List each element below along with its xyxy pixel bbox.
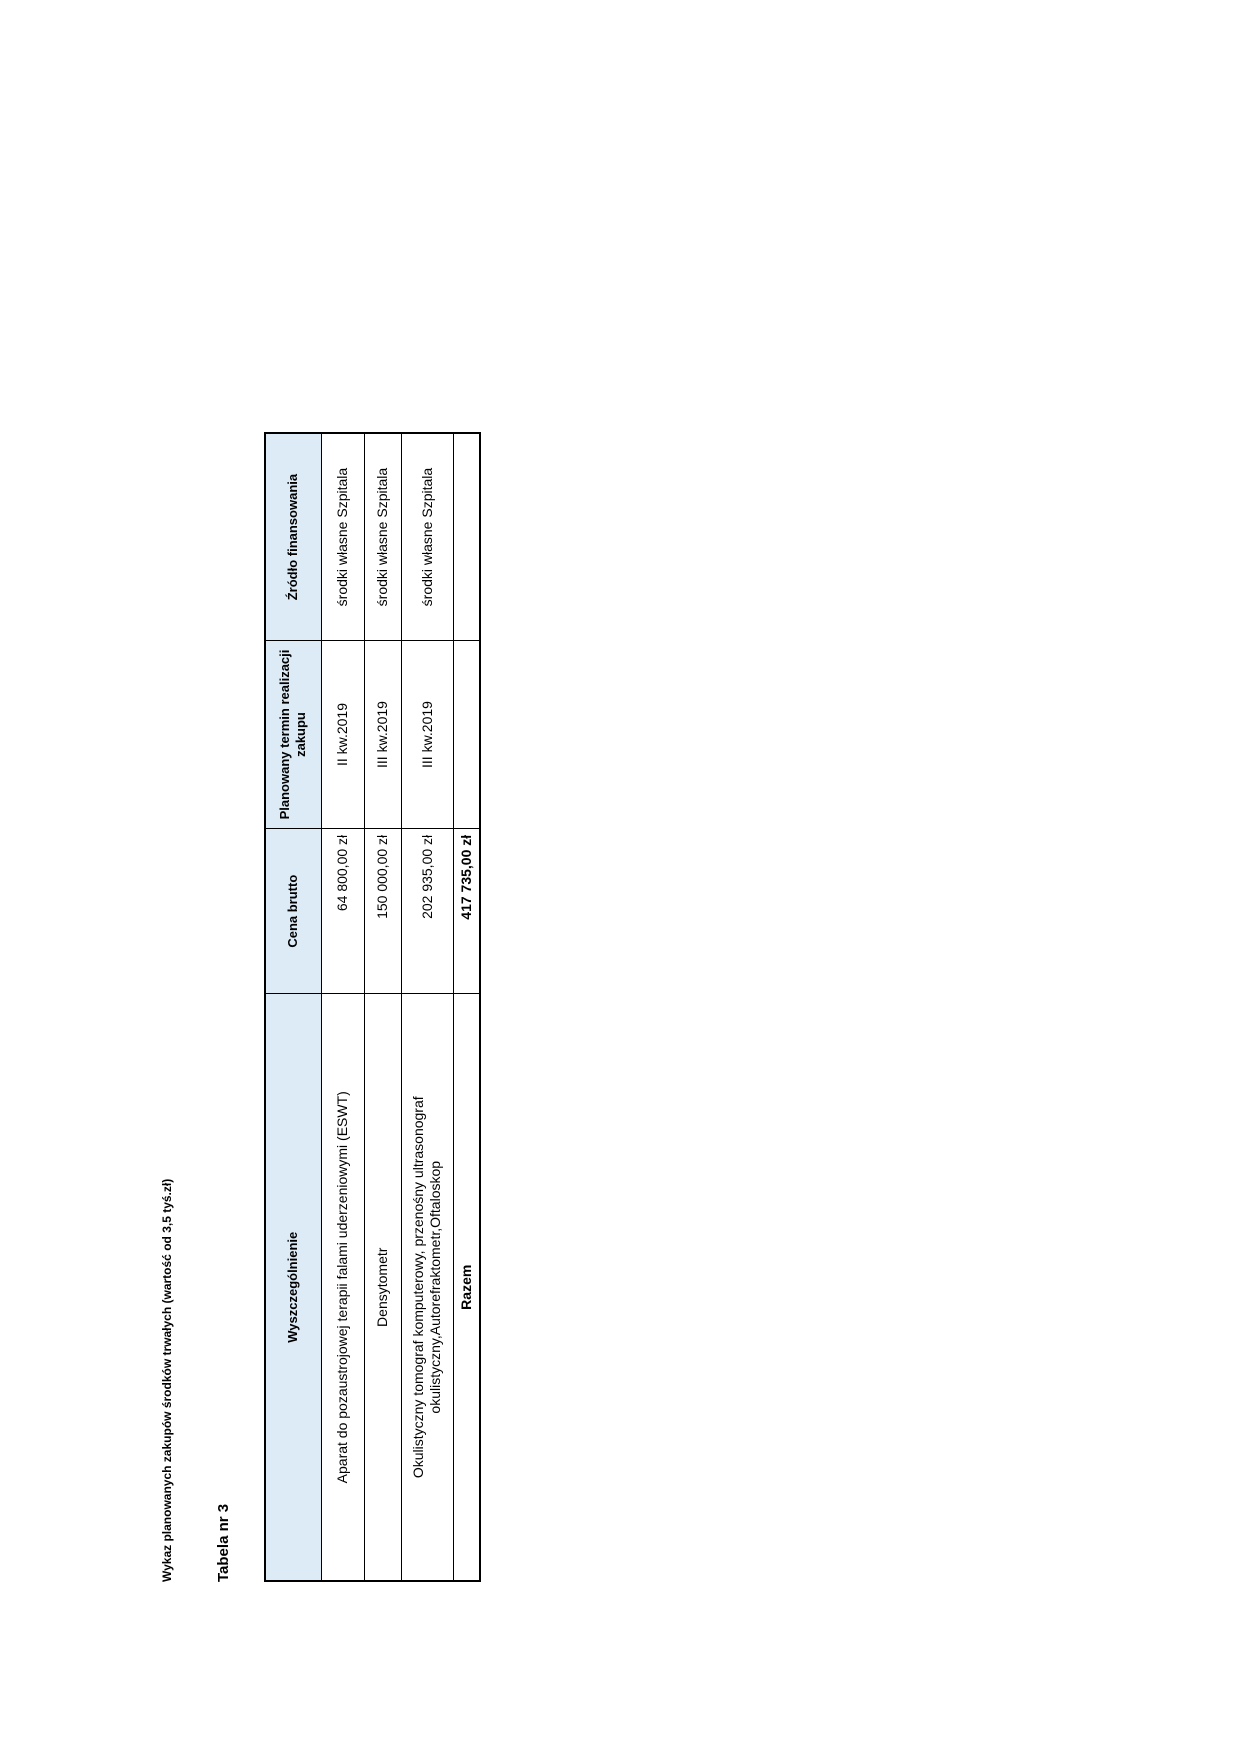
rotated-page-content	[160, 182, 650, 1582]
header-item: Wyszczególnienie	[265, 994, 321, 1581]
price-cell: 150 000,00 zł	[364, 828, 401, 994]
table-row	[321, 433, 364, 1581]
empty-cell	[453, 433, 480, 641]
table-row	[401, 433, 453, 1581]
header-term: Planowany termin realizacji zakupu	[265, 641, 321, 829]
item-cell: Aparat do pozaustrojowej terapii falami uderzeniowymi (ESWT)	[321, 994, 364, 1581]
term-cell: II kw.2019	[321, 641, 364, 829]
item-cell: Densytometr	[364, 994, 401, 1581]
term-cell: III kw.2019	[401, 641, 453, 829]
empty-cell	[453, 641, 480, 829]
header-source: Źródło finansowania	[265, 433, 321, 641]
item-cell: Okulistyczny tomograf komputerowy, przenośny ultrasonograf okulistyczny,Autorefraktometr,Oftaloskop	[401, 994, 453, 1581]
term-cell: III kw.2019	[364, 641, 401, 829]
table-header-row	[265, 433, 321, 1581]
document-title: Wykaz planowanych zakupów środków trwałych (wartość od 3,5 tyś.zł)	[160, 1178, 174, 1582]
price-cell: 202 935,00 zł	[401, 828, 453, 994]
total-price-cell: 417 735,00 zł	[453, 828, 480, 994]
purchases-table	[264, 432, 481, 1582]
table-label: Tabela nr 3	[215, 1503, 232, 1582]
total-label-cell: Razem	[453, 994, 480, 1581]
total-row	[453, 433, 480, 1581]
source-cell: środki własne Szpitala	[321, 433, 364, 641]
price-cell: 64 800,00 zł	[321, 828, 364, 994]
source-cell: środki własne Szpitala	[364, 433, 401, 641]
header-price: Cena brutto	[265, 828, 321, 994]
source-cell: środki własne Szpitala	[401, 433, 453, 641]
table-row	[364, 433, 401, 1581]
